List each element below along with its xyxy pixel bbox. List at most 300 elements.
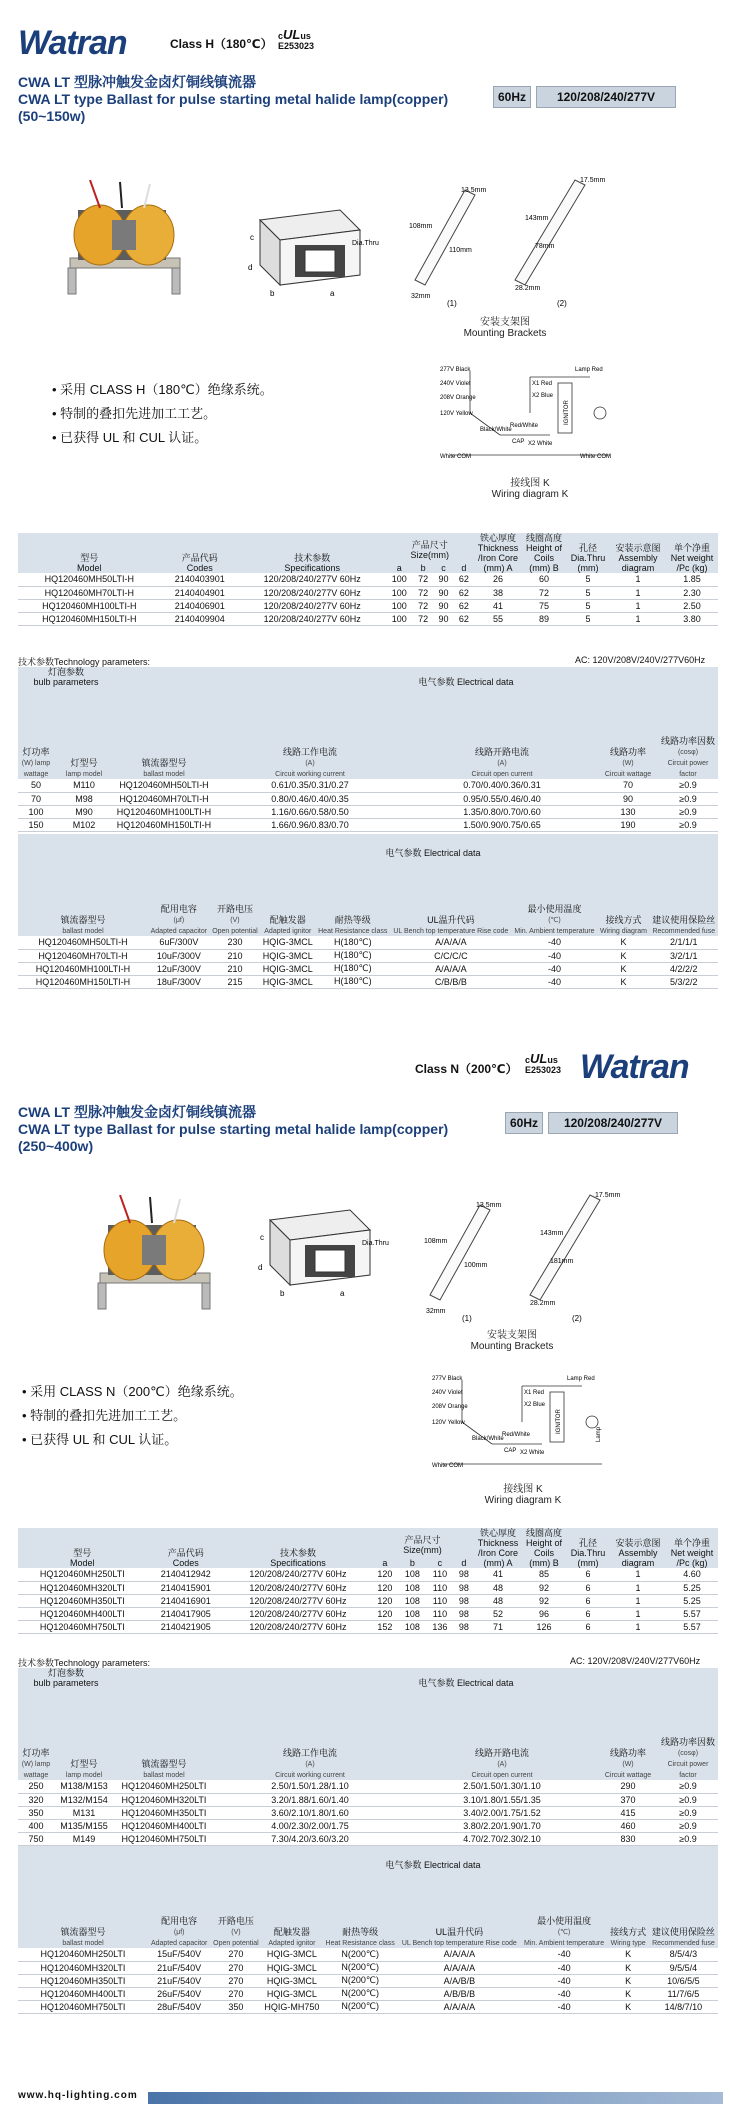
electrical-data: 电气参数 Electrical data (385, 848, 481, 859)
svg-text:Black/White: Black/White (472, 1436, 504, 1442)
table-cell: 7.30/4.20/3.60/3.20 (214, 1832, 406, 1845)
voltage-badge: 120/208/240/277V (548, 1112, 678, 1134)
freq-badge: 60Hz (505, 1112, 543, 1134)
table-cell: 5/3/2/2 (650, 975, 718, 988)
table-cell: 415 (598, 1806, 658, 1819)
table-cell: -40 (521, 1974, 608, 1987)
table-cell: A/A/A/A (398, 1948, 521, 1961)
table-cell: 120 (371, 1607, 399, 1620)
dimension-drawing (230, 200, 380, 300)
table-cell: 1.85 (666, 573, 718, 586)
feature-item: • 采用 CLASS H（180℃）绝缘系统。 (52, 378, 273, 402)
table-cell: 3.10/1.80/1.55/1.35 (406, 1793, 598, 1806)
table-cell: 120/208/240/277V 60Hz (239, 573, 386, 586)
table-cell: HQIG-MH750 (261, 2000, 322, 2013)
table-cell: 92 (522, 1581, 566, 1594)
svg-text:Red/White: Red/White (502, 1432, 531, 1438)
svg-text:277V Black: 277V Black (432, 1376, 463, 1382)
table-cell: K (597, 975, 649, 988)
table-cell: 2140406901 (161, 599, 239, 612)
table-cell: 270 (210, 1987, 261, 2000)
feature-list (52, 378, 273, 450)
table-cell: 2140416901 (147, 1594, 225, 1607)
table-cell: A/A/A/A (390, 936, 511, 949)
table-cell: 5.57 (666, 1607, 718, 1620)
table-cell: 5.25 (666, 1581, 718, 1594)
table-cell: 26 (474, 573, 522, 586)
table-cell: 108 (399, 1594, 427, 1607)
table-cell: 126 (522, 1620, 566, 1633)
table-cell: 26uF/540V (148, 1987, 210, 2000)
table-cell: 2140412942 (147, 1568, 225, 1581)
table-cell: 3.80 (666, 612, 718, 625)
table-cell: 72 (413, 599, 433, 612)
footer-url[interactable]: www.hq-lighting.com (18, 2090, 138, 2101)
table-cell: 2/1/1/1 (650, 936, 718, 949)
table-cell: -40 (521, 1961, 608, 1974)
dimension-drawing (240, 1200, 390, 1300)
table-cell: A/A/A/A (398, 1961, 521, 1974)
table-cell: N(200℃) (322, 2000, 398, 2013)
bulb-params: 灯泡参数 bulb parameters (33, 667, 99, 687)
table-row (18, 779, 718, 792)
table-cell: M102 (54, 818, 114, 831)
table-cell: K (597, 949, 649, 962)
table-cell: 1 (610, 1581, 666, 1594)
table-cell: K (608, 1948, 649, 1961)
svg-text:Lamp Red: Lamp Red (575, 367, 603, 373)
table-cell: 4.00/2.30/2.00/1.75 (214, 1819, 406, 1832)
svg-text:d: d (258, 1263, 263, 1272)
table-cell: 400 (18, 1819, 54, 1832)
svg-text:Lamp: Lamp (596, 1426, 602, 1442)
table-row (18, 586, 718, 599)
title-cn: CWA LT 型脉冲触发金卤灯铜线镇流器 (18, 74, 256, 90)
ballast-photo (60, 180, 190, 300)
col-spec: 技术参数 Specifications (270, 1548, 326, 1568)
table-cell: HQ120460MH750LTI (18, 1620, 147, 1633)
electrical-data: 电气参数 Electrical data (385, 1860, 481, 1871)
table-cell: K (608, 2000, 649, 2013)
svg-text:White COM: White COM (440, 454, 472, 460)
table-cell: 90 (598, 792, 658, 805)
col-ballast-model: 镇流器型号 ballast model (141, 758, 187, 778)
table-cell: 70 (18, 792, 54, 805)
table-cell: HQ120460MH350LTI (114, 1806, 214, 1819)
svg-text:a: a (340, 1289, 345, 1298)
table-cell: 110 (426, 1607, 454, 1620)
table-cell: ≥0.9 (658, 805, 718, 818)
table-cell: 110 (426, 1594, 454, 1607)
table-cell: 0.95/0.55/0.46/0.40 (406, 792, 598, 805)
table-cell: 1.16/0.66/0.58/0.50 (214, 805, 406, 818)
table-cell: HQIG-3MCL (260, 962, 315, 975)
svg-text:IGNITOR: IGNITOR (564, 400, 570, 425)
table-cell: M98 (54, 792, 114, 805)
table-cell: 62 (454, 599, 474, 612)
table-cell: HQ120460MH50LTI-H (114, 779, 214, 792)
table-cell: 100 (385, 599, 413, 612)
table-cell: K (597, 936, 649, 949)
table-cell: HQ120460MH320LTI (18, 1961, 148, 1974)
svg-text:78mm: 78mm (535, 243, 555, 250)
table-cell: 98 (454, 1581, 474, 1594)
table-cell: 0.70/0.40/0.36/0.31 (406, 779, 598, 792)
table-cell: K (608, 1974, 649, 1987)
table-row (18, 612, 718, 625)
table-cell: ≥0.9 (658, 1832, 718, 1845)
svg-text:32mm: 32mm (411, 293, 431, 300)
col-model: 型号 Model (70, 1548, 95, 1568)
table-cell: 190 (598, 818, 658, 831)
table-cell: ≥0.9 (658, 818, 718, 831)
table-cell: 2140417905 (147, 1607, 225, 1620)
table-row (18, 1607, 718, 1620)
table-cell: 2140421905 (147, 1620, 225, 1633)
table-cell: HQ120460MH150LTI-H (18, 975, 148, 988)
table-cell: HQIG-3MCL (261, 1987, 322, 2000)
svg-text:108mm: 108mm (424, 1238, 448, 1245)
table-cell: 1 (610, 1594, 666, 1607)
table-cell: -40 (512, 936, 598, 949)
table-cell: ≥0.9 (658, 1819, 718, 1832)
table-cell: N(200℃) (322, 1974, 398, 1987)
table-cell: 130 (598, 805, 658, 818)
table-cell: 3/2/1/1 (650, 949, 718, 962)
table-cell: 2.50 (666, 599, 718, 612)
table-row (18, 1594, 718, 1607)
table-row (18, 1819, 718, 1832)
table-cell: 50 (18, 779, 54, 792)
table-cell: 4.70/2.70/2.30/2.10 (406, 1832, 598, 1845)
table-cell: 41 (474, 599, 522, 612)
svg-text:CAP: CAP (504, 1448, 517, 1454)
table-cell: 70 (598, 779, 658, 792)
electrical-table: 灯泡参数 bulb parameters 镇流器型号 ballast model 电气参数 Electrical data 灯功率 (W) lamp wattage 灯型号 lamp model 线路工作电流 (A) Circuit working current 线路开路电流 (A) Circuit open current 线路功率 (W) Circuit wattage 线路功率因数 (cosφ) Circuit power factor 50 M110 HQ120460MH50LTI-H 0.61/0.35/0.31/0.27 0.70/0.40/0.36/0.31 70 ≥0.9 70 M98 HQ120460MH70LTI-H 0.80/0.46/0.40/0.35 0.95/0.55/0.46/0.40 90 ≥0.9 100 M90 HQ120460MH100LTI-H 1.16/0.66/0.58/0.50 1.35/0.80/0.70/0.60 130 ≥0.9 150 M102 HQ120460MH150LTI-H 1.66/0.96/0.83/0.70 1.50/0.90/0.75/0.65 190 ≥0.9 (18, 667, 718, 832)
table-cell: 100 (18, 805, 54, 818)
table-cell: 18uF/300V (148, 975, 210, 988)
svg-text:Dia.Thru: Dia.Thru (352, 240, 379, 247)
table-cell: 108 (399, 1568, 427, 1581)
table-cell: 270 (210, 1961, 261, 1974)
ac-label: AC: 120V/208V/240V/277V60Hz (575, 655, 706, 665)
table-cell: HQIG-3MCL (260, 975, 315, 988)
table-cell: 72 (522, 586, 566, 599)
svg-text:28.2mm: 28.2mm (530, 1300, 556, 1307)
svg-text:c: c (250, 233, 254, 242)
svg-text:208V Orange: 208V Orange (440, 395, 476, 401)
table-cell: 10uF/300V (148, 949, 210, 962)
table-cell: 6 (566, 1594, 610, 1607)
svg-text:181mm: 181mm (550, 1258, 574, 1265)
table-cell: 98 (454, 1594, 474, 1607)
table-cell: 1 (610, 1607, 666, 1620)
feature-list (22, 1380, 243, 1452)
class-label: Class N（200℃） (415, 1062, 518, 1076)
table-cell: 136 (426, 1620, 454, 1633)
table-cell: 100 (385, 612, 413, 625)
table-cell: N(200℃) (322, 1961, 398, 1974)
table-cell: HQ120460MH320LTI (18, 1581, 147, 1594)
table-cell: 55 (474, 612, 522, 625)
svg-text:X2 White: X2 White (528, 441, 553, 447)
table-cell: 1 (610, 573, 666, 586)
table-cell: 120/208/240/277V 60Hz (225, 1568, 371, 1581)
table-cell: C/C/C/C (390, 949, 511, 962)
svg-text:100mm: 100mm (464, 1262, 488, 1269)
table-cell: 350 (210, 2000, 261, 2013)
table-cell: A/A/B/B (398, 1974, 521, 1987)
table-row (18, 1780, 718, 1793)
table-cell: 2140409904 (161, 612, 239, 625)
wiring-diagram (432, 1372, 612, 1472)
table-cell: 1.50/0.90/0.75/0.65 (406, 818, 598, 831)
table-cell: HQIG-3MCL (260, 949, 315, 962)
table-row (18, 1948, 718, 1961)
table-cell: 830 (598, 1832, 658, 1845)
bracket-caption: 安装支架图 Mounting Brackets (463, 317, 547, 339)
wiring-caption: 接线图 K Wiring diagram K (491, 478, 569, 500)
table-cell: HQIG-3MCL (261, 1961, 322, 1974)
table-row (18, 962, 718, 975)
table-cell: ≥0.9 (658, 1806, 718, 1819)
svg-text:(2): (2) (572, 1314, 582, 1323)
title-range: (250~400w) (18, 1138, 94, 1154)
svg-text:White COM: White COM (580, 454, 612, 460)
table-cell: 370 (598, 1793, 658, 1806)
svg-text:X2 White: X2 White (520, 1450, 545, 1456)
table-cell: HQ120460MH750LTI (114, 1832, 214, 1845)
table-cell: M135/M155 (54, 1819, 114, 1832)
table-cell: 210 (210, 962, 261, 975)
table-row (18, 1568, 718, 1581)
col-dia: 孔径 Dia.Thru (mm) (570, 1538, 606, 1568)
bracket-caption: 安装支架图 Mounting Brackets (470, 1330, 554, 1352)
table-cell: HQ120460MH100LTI-H (114, 805, 214, 818)
col-weight: 单个净重 Net weight /Pc (kg) (670, 1538, 714, 1568)
table-cell: 0.61/0.35/0.31/0.27 (214, 779, 406, 792)
feature-item: • 特制的叠扣先进加工工艺。 (52, 402, 273, 426)
table-cell: 215 (210, 975, 261, 988)
svg-text:Lamp Red: Lamp Red (567, 1376, 595, 1382)
svg-text:CAP: CAP (512, 439, 525, 445)
svg-text:X1 Red: X1 Red (532, 381, 553, 387)
table-cell: N(200℃) (322, 1948, 398, 1961)
table-cell: 120/208/240/277V 60Hz (225, 1581, 371, 1594)
table-cell: ≥0.9 (658, 1793, 718, 1806)
table-cell: 230 (210, 936, 261, 949)
table-cell: 62 (454, 586, 474, 599)
table-cell: 210 (210, 949, 261, 962)
svg-text:a: a (330, 289, 335, 298)
table-cell: 3.40/2.00/1.75/1.52 (406, 1806, 598, 1819)
table-cell: -40 (512, 962, 598, 975)
table-cell: HQ120460MH50LTI-H (18, 936, 148, 949)
table-cell: 5 (566, 586, 610, 599)
table-cell: 2140415901 (147, 1581, 225, 1594)
table-cell: 5.57 (666, 1620, 718, 1633)
table-cell: 100 (385, 573, 413, 586)
table-cell: 270 (210, 1974, 261, 1987)
table-cell: 152 (371, 1620, 399, 1633)
col-assembly: 安装示意图 Assembly diagram (615, 543, 661, 573)
table-cell: A/B/B/B (398, 1987, 521, 2000)
table-row (18, 1832, 718, 1845)
col-spec: 技术参数 Specifications (284, 553, 340, 573)
table-cell: HQ120460MH70LTI-H (18, 949, 148, 962)
svg-text:208V Orange: 208V Orange (432, 1404, 468, 1410)
table-cell: M90 (54, 805, 114, 818)
table-cell: 320 (18, 1793, 54, 1806)
table-cell: ≥0.9 (658, 1780, 718, 1793)
col-size: 产品尺寸 Size(mm) (403, 1534, 442, 1555)
table-cell: 120 (371, 1568, 399, 1581)
table-cell: 41 (474, 1568, 522, 1581)
table-cell: ≥0.9 (658, 779, 718, 792)
svg-text:17.5mm: 17.5mm (580, 177, 606, 184)
table-cell: 120 (371, 1581, 399, 1594)
svg-text:X2 Blue: X2 Blue (532, 393, 554, 399)
table-row (18, 1620, 718, 1633)
table-cell: 90 (433, 586, 453, 599)
table-cell: H(180℃) (315, 975, 390, 988)
svg-text:143mm: 143mm (540, 1230, 564, 1237)
table-cell: 98 (454, 1620, 474, 1633)
tech-label: 技术参数Technology parameters: (18, 1658, 151, 1668)
table-cell: 5.25 (666, 1594, 718, 1607)
table-cell: 2.30 (666, 586, 718, 599)
table-cell: 120/208/240/277V 60Hz (239, 586, 386, 599)
table-cell: 5 (566, 612, 610, 625)
table-cell: 108 (399, 1607, 427, 1620)
table-row (18, 818, 718, 831)
table-cell: -40 (521, 1948, 608, 1961)
feature-item: • 采用 CLASS N（200℃）绝缘系统。 (22, 1380, 243, 1404)
table-cell: 1 (610, 1620, 666, 1633)
table-cell: 11/7/6/5 (649, 1987, 718, 2000)
voltage-badge: 120/208/240/277V (536, 86, 676, 108)
svg-text:240V Violet: 240V Violet (440, 381, 471, 387)
table-cell: 2.50/1.50/1.28/1.10 (214, 1780, 406, 1793)
table-cell: 1 (610, 599, 666, 612)
svg-text:17.5mm: 17.5mm (595, 1192, 621, 1199)
table-cell: K (608, 1987, 649, 2000)
table-cell: HQ120460MH50LTI-H (18, 573, 161, 586)
table-row (18, 1806, 718, 1819)
table-cell: HQ120460MH250LTI (114, 1780, 214, 1793)
table-cell: 90 (433, 599, 453, 612)
col-height: 线圈高度 Height of Coils (mm) B (525, 533, 563, 573)
col-thickness: 铁心厚度 Thickness /Iron Core (mm) A (477, 533, 519, 573)
table-cell: 150 (18, 818, 54, 831)
table-cell: 5 (566, 599, 610, 612)
table-cell: 52 (474, 1607, 522, 1620)
col-ballast-model: 镇流器型号 ballast model (60, 1927, 106, 1947)
table-cell: 15uF/540V (148, 1948, 210, 1961)
svg-text:108mm: 108mm (409, 223, 433, 230)
svg-text:d: d (248, 263, 253, 272)
table-cell: 350 (18, 1806, 54, 1819)
table-cell: 89 (522, 612, 566, 625)
table-cell: 120/208/240/277V 60Hz (239, 612, 386, 625)
ul-mark: cULus E253023 (525, 1051, 562, 1075)
class-label: Class H（180℃） (170, 37, 273, 51)
table-cell: HQ120460MH400LTI (18, 1987, 148, 2000)
table-row (18, 792, 718, 805)
svg-text:110mm: 110mm (449, 247, 472, 254)
table-cell: 120/208/240/277V 60Hz (225, 1620, 371, 1633)
table-cell: 75 (522, 599, 566, 612)
svg-text:c: c (260, 1233, 264, 1242)
table-cell: 120/208/240/277V 60Hz (225, 1594, 371, 1607)
table-cell: 62 (454, 573, 474, 586)
electrical-data: 电气参数 Electrical data (418, 677, 514, 687)
table-cell: 6uF/300V (148, 936, 210, 949)
svg-text:120V Yellow: 120V Yellow (432, 1420, 465, 1426)
mounting-brackets (395, 170, 670, 310)
col-codes: 产品代码 Codes (181, 553, 218, 573)
table-cell: 96 (522, 1607, 566, 1620)
table-cell: HQIG-3MCL (260, 936, 315, 949)
table-cell: 290 (598, 1780, 658, 1793)
table-cell: 250 (18, 1780, 54, 1793)
table-cell: 460 (598, 1819, 658, 1832)
svg-text:(1): (1) (447, 299, 457, 308)
table-row (18, 949, 718, 962)
table-cell: 72 (413, 573, 433, 586)
table-cell: 3.80/2.20/1.90/1.70 (406, 1819, 598, 1832)
capacitor-table: 镇流器型号 ballast model 电气参数 Electrical data 配用电容 (μf) Adapted capacitor 开路电压 (V) Open potential 配触发器 Adapted ignitor 耐热等级 Heat Resistance class UL温升代码 UL Bench top temperature Rise code 最小使用温度 (℃) Min. Ambient temperature 接线方式 Wiring diagram 建议使用保险丝 Recommended fuse HQ120460MH50LTI-H 6uF/300V 230 HQIG-3MCL H(180℃) A/A/A/A -40 K 2/1/1/1 HQ120460MH70LTI-H 10uF/300V 210 HQIG-3MCL H(180℃) C/C/C/C -40 K 3/2/1/1 HQ120460MH100LTI-H 12uF/300V 210 HQIG-3MCL H(180℃) A/A/A/A -40 K 4/2/2/2 HQ120460MH150LTI-H 18uF/300V 215 HQIG-3MCL H(180℃) C/B/B/B -40 K 5/3/2/2 (18, 834, 718, 989)
table-cell: 120/208/240/277V 60Hz (239, 599, 386, 612)
table-cell: H(180℃) (315, 936, 390, 949)
col-model: 型号 Model (77, 553, 102, 573)
table-cell: 1 (610, 612, 666, 625)
col-height: 线圈高度 Height of Coils (mm) B (525, 1528, 563, 1568)
svg-text:X2 Blue: X2 Blue (524, 1402, 546, 1408)
col-assembly: 安装示意图 Assembly diagram (615, 1538, 661, 1568)
table-cell: 62 (454, 612, 474, 625)
table-cell: HQ120460MH100LTI-H (18, 962, 148, 975)
table-cell: 2.50/1.50/1.30/1.10 (406, 1780, 598, 1793)
table-cell: 4/2/2/2 (650, 962, 718, 975)
feature-item: • 已获得 UL 和 CUL 认证。 (52, 426, 273, 450)
table-cell: 100 (385, 586, 413, 599)
table-cell: 60 (522, 573, 566, 586)
table-cell: 48 (474, 1594, 522, 1607)
table-row (18, 573, 718, 586)
ballast-photo (90, 1195, 220, 1315)
table-row (18, 1974, 718, 1987)
col-codes: 产品代码 Codes (167, 1548, 204, 1568)
footer-bar (148, 2092, 723, 2104)
table-cell: 6 (566, 1581, 610, 1594)
wiring-caption: 接线图 K Wiring diagram K (484, 1484, 562, 1506)
table-cell: A/A/A/A (390, 962, 511, 975)
table-cell: 10/6/5/5 (649, 1974, 718, 1987)
table-cell: 3.60/2.10/1.80/1.60 (214, 1806, 406, 1819)
capacitor-table: 镇流器型号 ballast model 电气参数 Electrical data 配用电容 (μf) Adapted capacitor 开路电压 (V) Open potential 配触发器 Adapted ignitor 耐热等级 Heat Resistance class UL温升代码 UL Bench top temperature Rise code 最小使用温度 (℃) Min. Ambient temperature 接线方式 Wiring type 建议使用保险丝 Recommended fuse HQ120460MH250LTI 15uF/540V 270 HQIG-3MCL N(200℃) A/A/A/A -40 K 8/5/4/3 HQ120460MH320LTI 21uF/540V 270 HQIG-3MCL N(200℃) A/A/A/A -40 K 9/5/5/4 HQ120460MH350LTI 21uF/540V 270 HQIG-3MCL N(200℃) A/A/B/B -40 K 10/6/5/5 HQ120460MH400LTI 26uF/540V 270 HQIG-3MCL N(200℃) A/B/B/B -40 K 11/7/6/5 HQ120460MH750LTI 28uF/540V 350 HQIG-MH750 N(200℃) A/A/A/A -40 K 14/8/7/10 (18, 1846, 718, 2014)
table-cell: HQ120460MH250LTI (18, 1948, 148, 1961)
freq-badge: 60Hz (493, 86, 531, 108)
table-cell: 21uF/540V (148, 1961, 210, 1974)
table-cell: 110 (426, 1568, 454, 1581)
table-cell: HQ120460MH350LTI (18, 1974, 148, 1987)
mounting-brackets (410, 1185, 685, 1325)
svg-text:Dia.Thru: Dia.Thru (362, 1240, 389, 1247)
table-cell: N(200℃) (322, 1987, 398, 2000)
table-cell: 14/8/7/10 (649, 2000, 718, 2013)
table-cell: M110 (54, 779, 114, 792)
